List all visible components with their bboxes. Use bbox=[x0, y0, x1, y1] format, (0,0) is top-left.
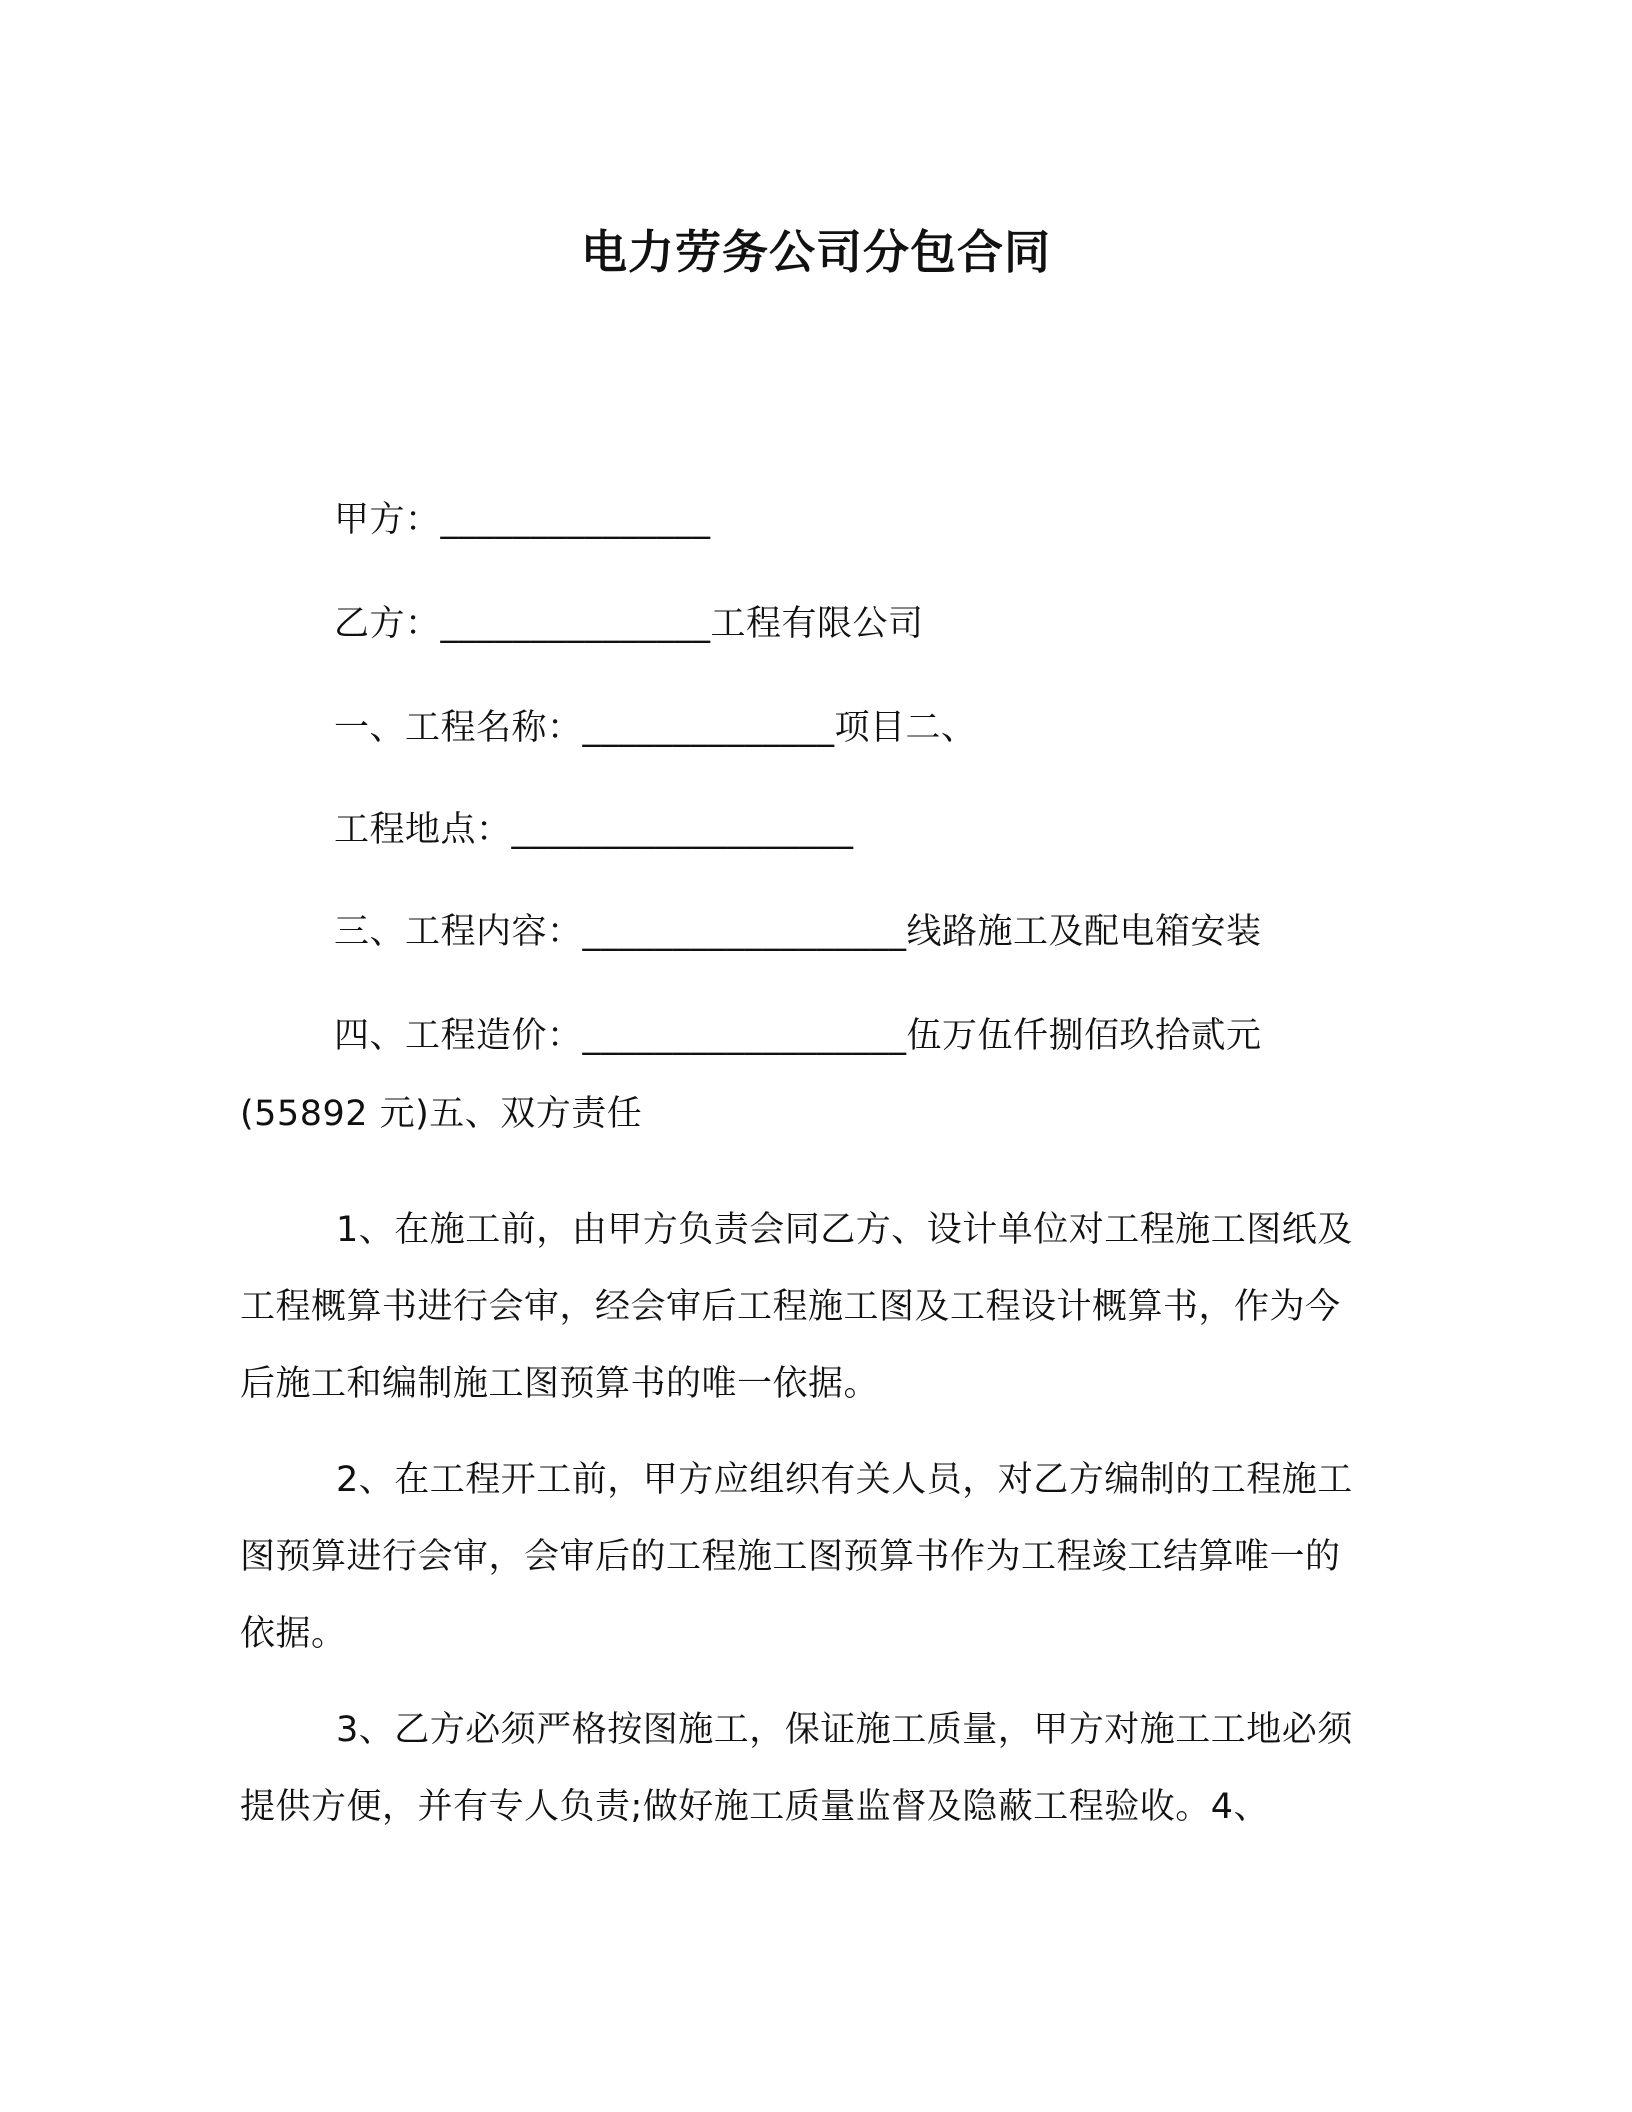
party-b-line: 乙方：_______________工程有限公司 bbox=[334, 604, 924, 644]
clause-1-paragraph: 1、在施工前，由甲方负责会同乙方、设计单位对工程施工图纸及工程概算书进行会审，经会审后工程施工图及工程设计概算书，作为今后施工和编制施工图预算书的唯一依据。 bbox=[240, 1210, 1353, 1404]
party-a-line: 甲方：_______________ bbox=[334, 500, 711, 540]
project-content-line: 三、工程内容：__________________线路施工及配电箱安装 bbox=[334, 912, 1262, 952]
project-location-line: 工程地点：___________________ bbox=[334, 810, 854, 850]
document-title: 电力劳务公司分包合同 bbox=[581, 225, 1051, 279]
clause-3-paragraph: 3、乙方必须严格按图施工，保证施工质量，甲方对施工工地必须提供方便，并有专人负责;做好施工质量监督及隐蔽工程验收。4、 bbox=[240, 1710, 1353, 1827]
project-cost-continuation: (55892 元)五、双方责任 bbox=[240, 1094, 643, 1134]
project-name-line: 一、工程名称：______________项目二、 bbox=[334, 708, 977, 748]
project-cost-line: 四、工程造价：__________________伍万伍仟捌佰玖拾贰元 bbox=[334, 1016, 1262, 1056]
clause-2-paragraph: 2、在工程开工前，甲方应组织有关人员，对乙方编制的工程施工图预算进行会审，会审后的工程施工图预算书作为工程竣工结算唯一的依据。 bbox=[240, 1460, 1353, 1654]
